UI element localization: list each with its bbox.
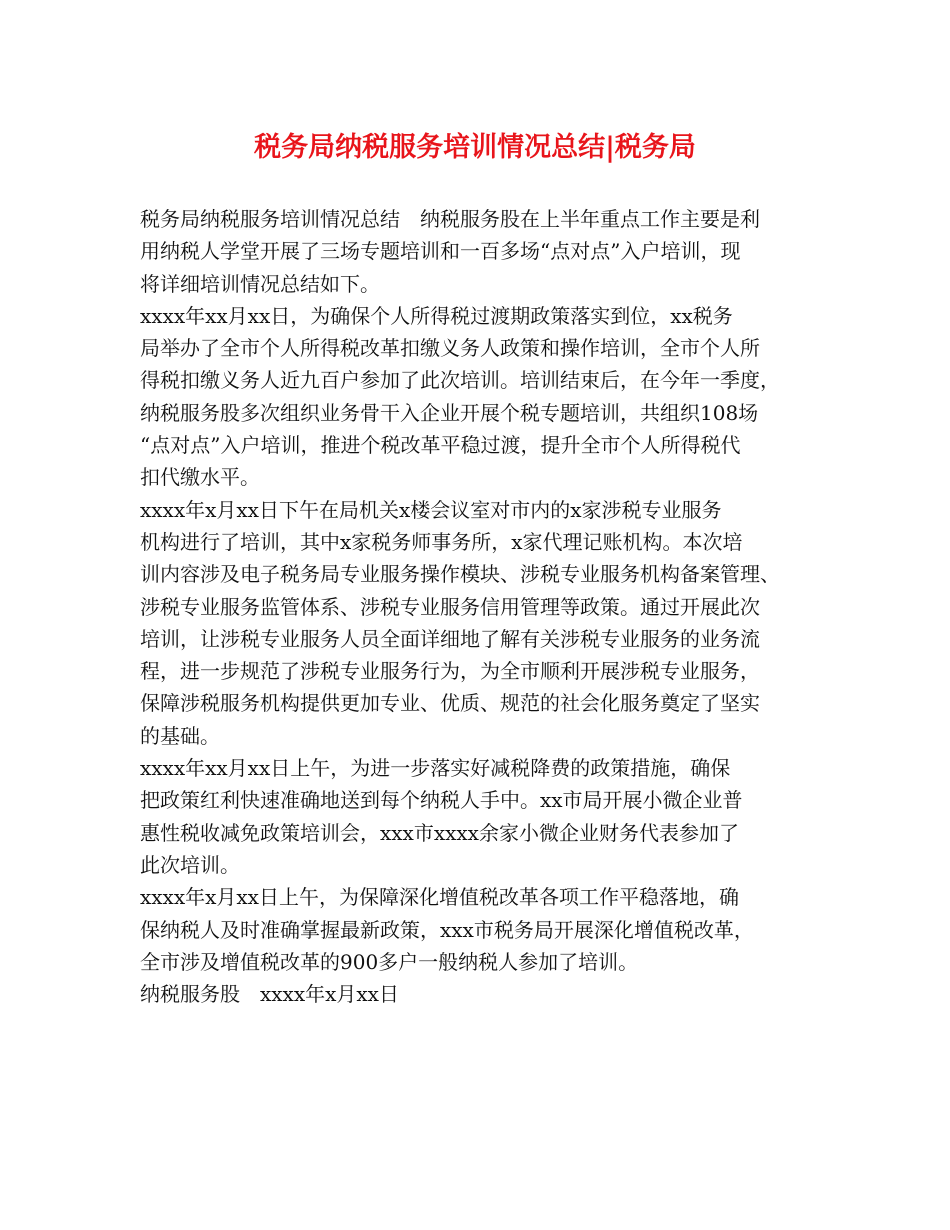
body-line: “点对点”入户培训，推进个税改革平稳过渡，提升全市个人所得税代 [140, 433, 741, 458]
body-line: 保障涉税服务机构提供更加专业、优质、规范的社会化服务奠定了坚实 [140, 691, 760, 716]
body-line: 机构进行了培训，其中x家税务师事务所，x家代理记账机构。本次培 [140, 529, 743, 554]
document-title: 税务局纳税服务培训情况总结|税务局 [254, 132, 696, 163]
body-line: 用纳税人学堂开展了三场专题培训和一百多场“点对点”入户培训，现 [140, 239, 741, 264]
body-line: 的基础。 [140, 723, 220, 748]
body-line: 此次培训。 [140, 852, 240, 877]
document-body [140, 203, 815, 1010]
body-line: 将详细培训情况总结如下。 [140, 271, 380, 296]
body-line: 训内容涉及电子税务局专业服务操作模块、涉税专业服务机构备案管理、 [140, 562, 780, 587]
body-line: 惠性税收减免政策培训会，xxx市xxxx余家小微企业财务代表参加了 [140, 820, 739, 845]
body-line: 纳税服务股多次组织业务骨干入企业开展个税专题培训，共组织108场 [140, 400, 759, 425]
body-line: 扣代缴水平。 [140, 465, 260, 490]
body-line: 局举办了全市个人所得税改革扣缴义务人政策和操作培训，全市个人所 [140, 336, 760, 361]
body-line: xxxx年xx月xx日上午，为进一步落实好减税降费的政策措施，确保 [140, 756, 731, 781]
body-line: 培训，让涉税专业服务人员全面详细地了解有关涉税专业服务的业务流 [140, 626, 760, 651]
body-line: 程，进一步规范了涉税专业服务行为，为全市顺利开展涉税专业服务， [140, 659, 760, 684]
body-line: xxxx年xx月xx日，为确保个人所得税过渡期政策落实到位，xx税务 [140, 303, 733, 328]
body-line: xxxx年x月xx日上午，为保障深化增值税改革各项工作平稳落地，确 [140, 885, 739, 910]
body-line: 税务局纳税服务培训情况总结 纳税服务股在上半年重点工作主要是利 [140, 207, 760, 231]
body-line: 纳税服务股 xxxx年x月xx日 [140, 982, 399, 1007]
body-line: 把政策红利快速准确地送到每个纳税人手中。xx市局开展小微企业普 [140, 788, 743, 813]
body-line: xxxx年x月xx日下午在局机关x楼会议室对市内的x家涉税专业服务 [140, 497, 722, 522]
body-line: 全市涉及增值税改革的900多户一般纳税人参加了培训。 [140, 949, 639, 974]
body-line: 保纳税人及时准确掌握最新政策，xxx市税务局开展深化增值税改革， [140, 917, 754, 942]
body-line: 涉税专业服务监管体系、涉税专业服务信用管理等政策。通过开展此次 [140, 594, 760, 619]
body-line: 得税扣缴义务人近九百户参加了此次培训。培训结束后，在今年一季度， [140, 368, 780, 393]
